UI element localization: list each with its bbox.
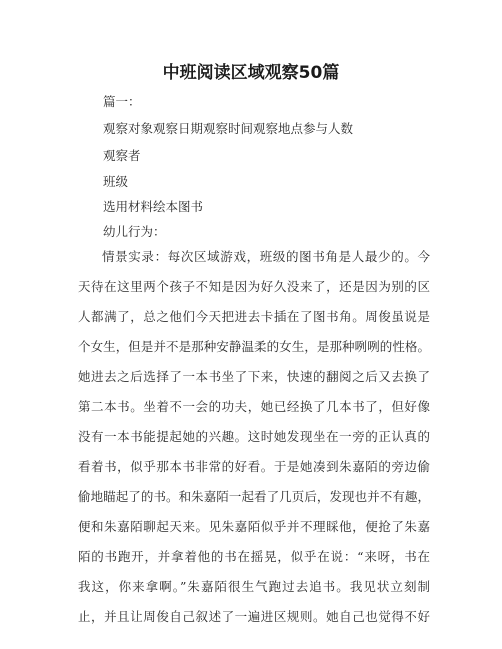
- body-text-line: 便和朱嘉陌聊起天来。见朱嘉陌似乎并不理睬他，便抢了朱嘉: [78, 519, 430, 534]
- body-text-line: 看着书，似乎那本书非常的好看。于是她凑到朱嘉陌的旁边偷: [78, 459, 430, 474]
- child-behavior-label: 幼儿行为：: [103, 224, 166, 239]
- body-text-line: 第二本书。坐着不一会的功夫，她已经换了几本书了，但好像: [78, 399, 430, 414]
- observation-fields-line: 观察对象观察日期观察时间观察地点参与人数: [103, 121, 354, 136]
- body-text-line: 陌的书跑开，并拿着他的书在摇晃，似乎在说：“来呀，书在: [78, 549, 430, 564]
- materials-label: 选用材料绘本图书: [103, 199, 204, 214]
- document-title: 中班阅读区域观察50篇: [162, 63, 340, 83]
- class-label: 班级: [103, 174, 129, 189]
- body-text-line: 天待在这里两个孩子不知是因为好久没来了，还是因为别的区: [78, 279, 430, 294]
- body-text-line: 人都满了，总之他们今天把进去卡插在了图书角。周俊虽说是: [78, 309, 430, 324]
- body-text-line: 我这，你来拿啊。”朱嘉陌很生气跑过去追书。我见状立刻制: [78, 579, 430, 594]
- body-text-line: 个女生，但是并不是那种安静温柔的女生，是那种咧咧的性格。: [78, 339, 430, 354]
- body-text-line: 偷地瞄起了的书。和朱嘉陌一起看了几页后，发现也并不有趣，: [78, 489, 430, 504]
- observation-record-paragraph: [78, 242, 430, 632]
- observer-label: 观察者: [103, 148, 141, 163]
- body-text-line: 她进去之后选择了一本书坐了下来，快速的翻阅之后又去换了: [78, 369, 430, 384]
- section-heading: 篇一：: [103, 94, 141, 109]
- body-text-line: 没有一本书能提起她的兴趣。这时她发现坐在一旁的正认真的: [78, 429, 430, 444]
- body-text-line: 止，并且让周俊自己叙述了一遍进区规则。她自己也觉得不好: [78, 609, 430, 624]
- body-text-line: 情景实录：每次区域游戏，班级的图书角是人最少的。今: [102, 249, 430, 264]
